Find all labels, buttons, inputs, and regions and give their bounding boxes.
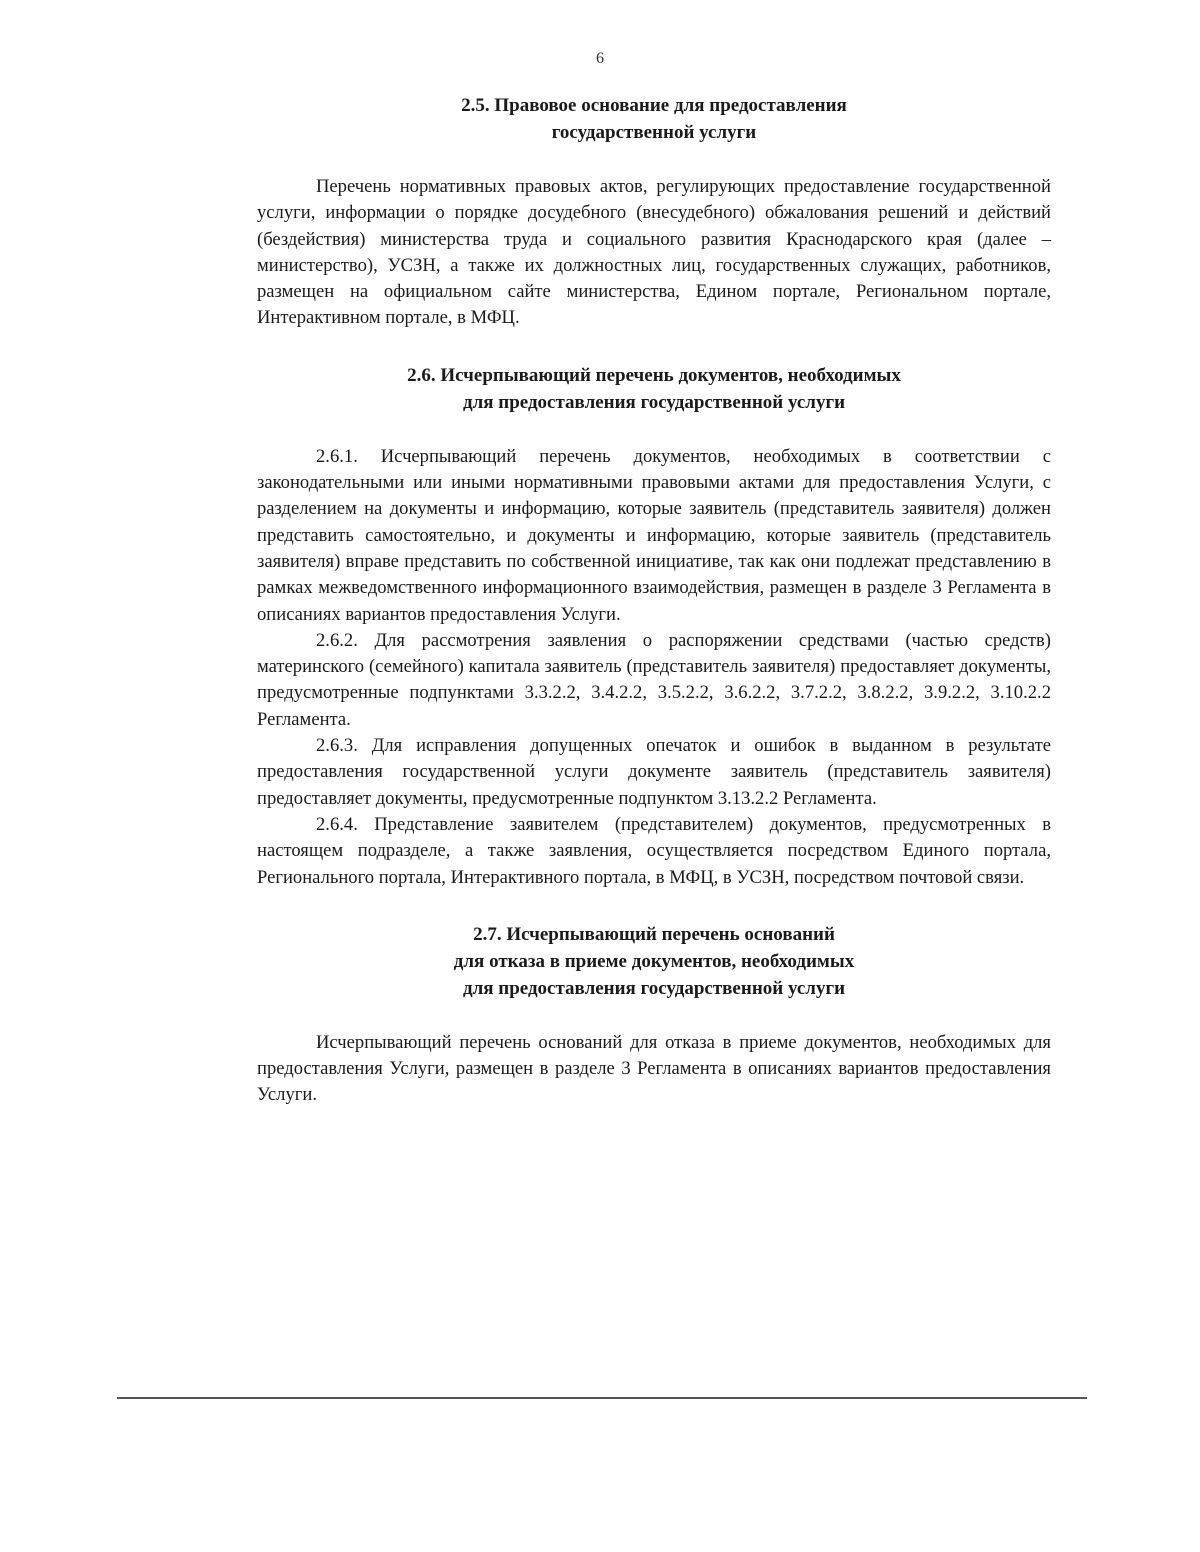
heading-line: 2.6. Исчерпывающий перечень документов, необходимых: [407, 364, 901, 386]
heading-line: государственной услуги: [551, 122, 757, 143]
heading-line: для предоставления государственной услуги: [462, 977, 846, 999]
paragraph-2-6-2: 2.6.2. Для рассмотрения заявления о распоряжении средствами (частью средств) материнского (семейного) капитала заявитель (представитель заявителя) предоставляет документы, предусмотренные подпунктами 3.3.2.2, 3.4.2.2, 3.5.2.2, 3.6.2.2, 3.7.2.2, 3.8.2.2, 3.9.2.2, 3.10.2.2 Регламента.: [257, 629, 1051, 730]
section-heading: [257, 92, 1051, 146]
page-number: 6: [596, 50, 604, 67]
section-2-5: [257, 92, 1051, 332]
heading-line: для предоставления государственной услуги: [462, 391, 846, 413]
document-body: [257, 92, 1051, 1109]
paragraph-2-6-3: 2.6.3. Для исправления допущенных опечаток и ошибок в выданном в результате предоставления государственной услуги документе заявитель (представитель заявителя) предоставляет документы, предусмотренные подпунктом 3.13.2.2 Регламента.: [257, 735, 1051, 809]
heading-line: 2.7. Исчерпывающий перечень оснований: [473, 923, 835, 945]
paragraph: Исчерпывающий перечень оснований для отказа в приеме документов, необходимых для предоставления Услуги, размещен в разделе 3 Регламента в описаниях вариантов предоставления Услуги.: [257, 1031, 1051, 1106]
paragraph: Перечень нормативных правовых актов, регулирующих предоставление государственной услуги, информации о порядке досудебного (внесудебного) обжалования решений и действий (бездействия) министерства труда и социального развития Краснодарского края (далее – министерство), УСЗН, а также их должностных лиц, государственных служащих, работников, размещен на официальном сайте министерства, Едином портале, Региональном портале, Интерактивном портале, в МФЦ.: [257, 176, 1051, 329]
heading-line: 2.5. Правовое основание для предоставления: [461, 95, 847, 116]
section-2-7: [257, 921, 1051, 1109]
section-2-6: [257, 362, 1051, 891]
section-heading: [257, 362, 1051, 416]
heading-line: для отказа в приеме документов, необходимых: [453, 950, 855, 972]
paragraph-2-6-4: 2.6.4. Представление заявителем (представителем) документов, предусмотренных в настоящем подразделе, а также заявления, осуществляется посредством Единого портала, Регионального портала, Интерактивного портала, в МФЦ, в УСЗН, посредством почтовой связи.: [257, 813, 1051, 888]
section-heading: [257, 921, 1051, 1002]
bottom-divider: [117, 1397, 1087, 1399]
paragraph-2-6-1: 2.6.1. Исчерпывающий перечень документов, необходимых в соответствии с законодательными или иными нормативными правовыми актами для предоставления Услуги, с разделением на документы и информацию, которые заявитель (представитель заявителя) должен представить самостоятельно, и документы и информацию, которые заявитель (представитель заявителя) вправе представить по собственной инициативе, так как они подлежат представлению в рамках межведомственного информационного взаимодействия, размещен в разделе 3 Регламента в описаниях вариантов предоставления Услуги.: [257, 445, 1051, 625]
